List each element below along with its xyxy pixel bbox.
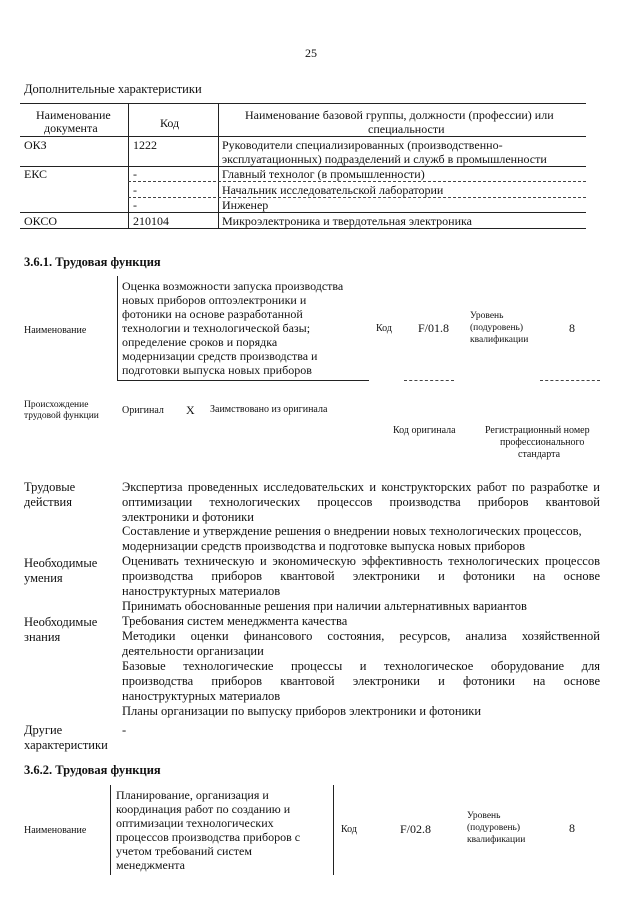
func2-heading: 3.6.2. Трудовая функция [24,763,161,777]
header-doc-2: документа [44,121,98,135]
origin-label-1: трудовой функции [24,411,99,421]
skill-0-line-0: Оценивать техническую и экономическую эффективность технологических процессов [122,554,600,568]
func1-heading: 3.6.1. Трудовая функция [24,255,161,269]
orig-code-label: Код оригинала [393,425,456,436]
func2-name-line-0: Планирование, организация и [116,788,269,802]
func2-name-line-1: координация работ по созданию и [116,802,291,816]
func2-code: F/02.8 [400,822,432,836]
knowledge-2-line-1: производства приборов квантовой электроники и фотоники на основе [122,674,600,688]
row-2-code: - [133,167,137,181]
skill-0-line-1: производства приборов квантовой электроники и фотоники на основе [122,569,600,583]
func1-code-label: Код [376,323,392,334]
func1-level-label-2: квалификации [470,335,529,345]
func2-level-label-2: квалификации [467,835,526,845]
func1-name-line-3: технологии и технологической базы; [122,321,311,335]
row-4-code: - [133,198,137,212]
func2-code-label: Код [341,824,357,835]
header-group-2: специальности [368,122,445,136]
func2-level-label-0: Уровень [467,811,501,821]
other-label-1: характеристики [24,738,108,752]
original-label: Оригинал [122,405,164,416]
func1-name-label: Наименование [24,325,87,336]
skill-1-line-0: Принимать обоснованные решения при наличии альтернативных вариантов [122,599,527,613]
row-1-name: эксплуатационных) подразделений и служб в промышленности [222,152,547,166]
func1-level-label-1: (подуровень) [470,323,524,333]
func2-name-line-5: менеджмента [116,858,185,872]
knowledge-2-line-2: наноструктурных материалов [122,689,281,703]
header-group-1: Наименование базовой группы, должности (профессии) или [245,108,554,122]
func2-name-label: Наименование [24,825,87,836]
page-number: 25 [305,46,317,60]
func1-name-line-2: фотоники на основе разработанной [122,307,303,321]
other-label-0: Другие [24,723,63,737]
skill-0-line-2: наноструктурных материалов [122,584,281,598]
action-0-line-1: оптимизации технологических процессов производства приборов квантовой [122,495,600,509]
func1-name-line-6: подготовки выпуска новых приборов [122,363,312,377]
other-value: - [122,723,127,737]
action-1-line-1: модернизации средств производства и подготовке выпуска новых приборов [122,539,526,553]
func1-level: 8 [569,321,575,335]
row-0-code: 1222 [133,138,157,152]
action-0-line-0: Экспертиза проведенных исследовательских и конструкторских работ по разработке и [122,480,600,494]
row-2-doc: ЕКС [24,167,48,181]
header-doc-1: Наименование [36,108,111,122]
func1-code: F/01.8 [418,321,450,335]
skills-label-1: умения [24,571,63,585]
original-mark: X [186,403,195,417]
row-0-doc: ОКЗ [24,138,47,152]
row-5-doc: ОКСО [24,214,58,228]
knowledge-1-line-0: Методики оценки финансового состояния, ресурсов, анализа хозяйственной [122,629,600,643]
extra-title: Дополнительные характеристики [24,82,202,96]
action-1-line-0: Составление и утверждение решения о внедрении новых технологических процессов, [122,524,582,538]
func2-level: 8 [569,821,575,835]
origin-label-0: Происхождение [24,400,89,410]
borrowed-label: Заимствовано из оригинала [210,404,328,415]
action-0-line-2: электроники и фотоники [122,510,254,524]
header-code: Код [160,116,180,130]
func2-name-line-3: процессов производства приборов с [116,830,301,844]
knowledge-label-0: Необходимые [24,615,98,629]
reg-number-2: стандарта [518,449,561,460]
knowledge-1-line-1: деятельности организации [122,644,264,658]
reg-number-1: профессионального [500,437,585,448]
skills-label-0: Необходимые [24,556,98,570]
func1-name-line-0: Оценка возможности запуска производства [122,279,344,293]
knowledge-2-line-0: Базовые технологические процессы и технологическое оборудование для [122,659,600,673]
row-5-name: Микроэлектроника и твердотельная электроника [222,214,473,228]
knowledge-0-line-0: Требования систем менеджмента качества [122,614,348,628]
reg-number-0: Регистрационный номер [485,425,590,436]
actions-label-0: Трудовые [24,480,76,494]
func2-level-label-1: (подуровень) [467,823,521,833]
func1-name-line-4: определение сроков и порядка [122,335,278,349]
func1-name-line-1: новых приборов оптоэлектроники и [122,293,307,307]
row-2-name: Главный технолог (в промышленности) [222,167,425,181]
row-3-code: - [133,183,137,197]
actions-label-1: действия [24,495,72,509]
knowledge-3-line-0: Планы организации по выпуску приборов электроники и фотоники [122,704,482,718]
row-0-name: Руководители специализированных (производственно- [222,138,503,152]
func2-name-line-2: оптимизации технологических [116,816,274,830]
func1-name-line-5: модернизации средств производства и [122,349,318,363]
row-5-code: 210104 [133,214,169,228]
row-4-name: Инженер [222,198,269,212]
row-3-name: Начальник исследовательской лаборатории [222,183,444,197]
func2-name-line-4: учетом требований систем [116,844,252,858]
func1-level-label-0: Уровень [470,311,504,321]
knowledge-label-1: знания [24,630,61,644]
